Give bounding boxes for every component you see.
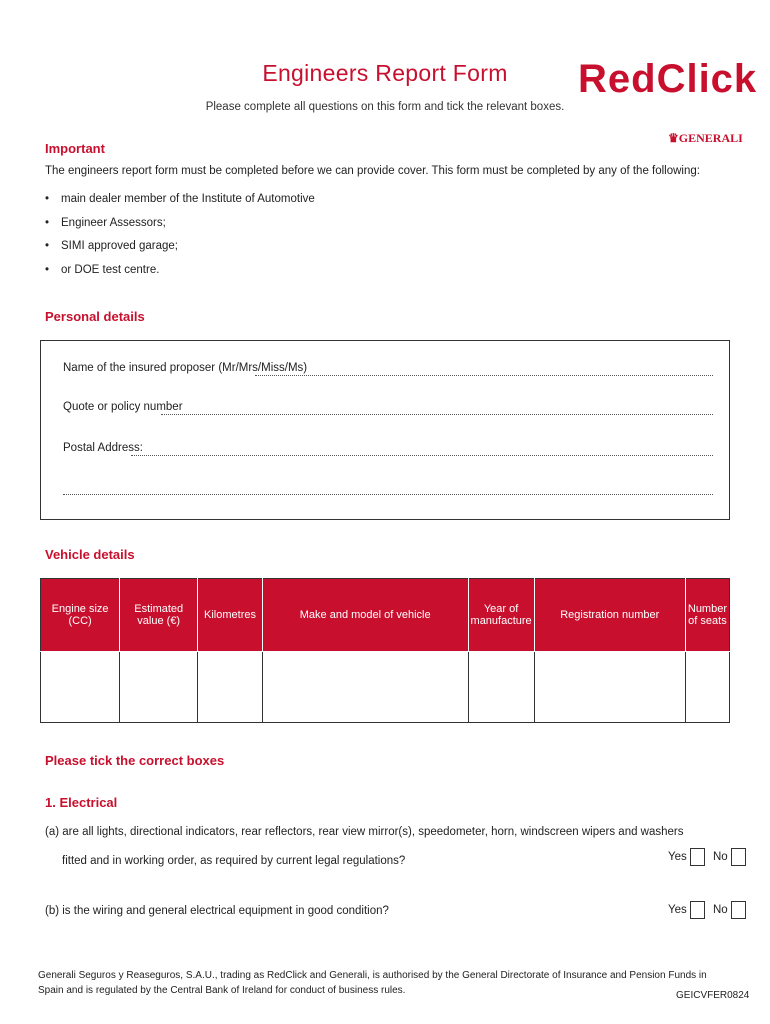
electrical-heading: 1. Electrical [45,795,118,810]
quote-label: Quote or policy number [63,401,183,413]
list-item: • Engineer Assessors; [45,217,315,241]
list-item: • SIMI approved garage; [45,240,315,264]
col-make-model: Make and model of vehicle [262,579,468,652]
question-b: (b) is the wiring and general electrical equipment in good condition? [45,905,389,917]
col-year: Year of manufacture [468,579,534,652]
form-subtitle: Please complete all questions on this form and tick the relevant boxes. [205,101,565,113]
list-item: • main dealer member of the Institute of Automotive [45,193,315,217]
qualified-list [45,193,315,287]
estimated-value-cell[interactable] [120,652,198,723]
tick-heading: Please tick the correct boxes [45,753,225,768]
list-item: • or DOE test centre. [45,264,315,288]
form-title: Engineers Report Form [262,60,508,86]
important-heading: Important [45,141,105,156]
generali-label: GENERALI [678,131,743,145]
kilometres-cell[interactable] [198,652,263,723]
quote-input[interactable] [161,414,713,415]
question-b-yes-checkbox[interactable] [690,901,705,919]
footer-disclaimer: Generali Seguros y Reaseguros, S.A.U., trading as RedClick and Generali, is authorised by the General Directorate of Insurance and Pension Funds in Spain and is regulated by the Central Bank of Ireland for conduct of business rules. [38,970,707,996]
question-a-line-2: fitted and in working order, as required by current legal regulations? [62,855,406,867]
make-model-cell[interactable] [262,652,468,723]
engine-size-cell[interactable] [41,652,120,723]
question-a-yes-checkbox[interactable] [690,848,705,866]
form-code: GEICVFER0824 [676,990,750,1001]
registration-cell[interactable] [534,652,685,723]
col-kilometres: Kilometres [198,579,263,652]
name-label: Name of the insured proposer (Mr/Mrs/Miss/Ms) [63,362,308,374]
personal-details-heading: Personal details [45,309,145,324]
year-cell[interactable] [468,652,534,723]
col-estimated-value: Estimated value (€) [120,579,198,652]
seats-cell[interactable] [685,652,729,723]
table-row [41,652,730,723]
col-registration: Registration number [534,579,685,652]
vehicle-details-table [40,578,730,723]
table-header-row [41,579,730,652]
question-a-no-checkbox[interactable] [731,848,746,866]
address-label: Postal Address: [63,442,143,454]
col-engine-size: Engine size (CC) [41,579,120,652]
personal-details-box [40,340,730,520]
col-seats: Number of seats [685,579,729,652]
important-intro: The engineers report form must be completed before we can provide cover. This form must be completed by any of the following: [45,165,700,177]
vehicle-details-heading: Vehicle details [45,547,135,562]
question-a-line-1: (a) are all lights, directional indicators, rear reflectors, rear view mirror(s), speedometer, horn, windscreen wipers and washers [45,826,684,838]
generali-logo [668,131,743,146]
question-a-answer [668,848,746,866]
address-input-line-1[interactable] [131,455,713,456]
generali-lion-icon: ♛ [668,131,679,145]
address-input-line-2[interactable] [63,494,713,495]
yes-label: Yes [668,904,687,917]
question-b-answer [668,901,746,919]
no-label: No [712,851,728,864]
redclick-logo: RedClick [578,57,758,101]
yes-label: Yes [668,851,687,864]
name-input[interactable] [255,375,713,376]
no-label: No [712,904,728,917]
question-b-no-checkbox[interactable] [731,901,746,919]
